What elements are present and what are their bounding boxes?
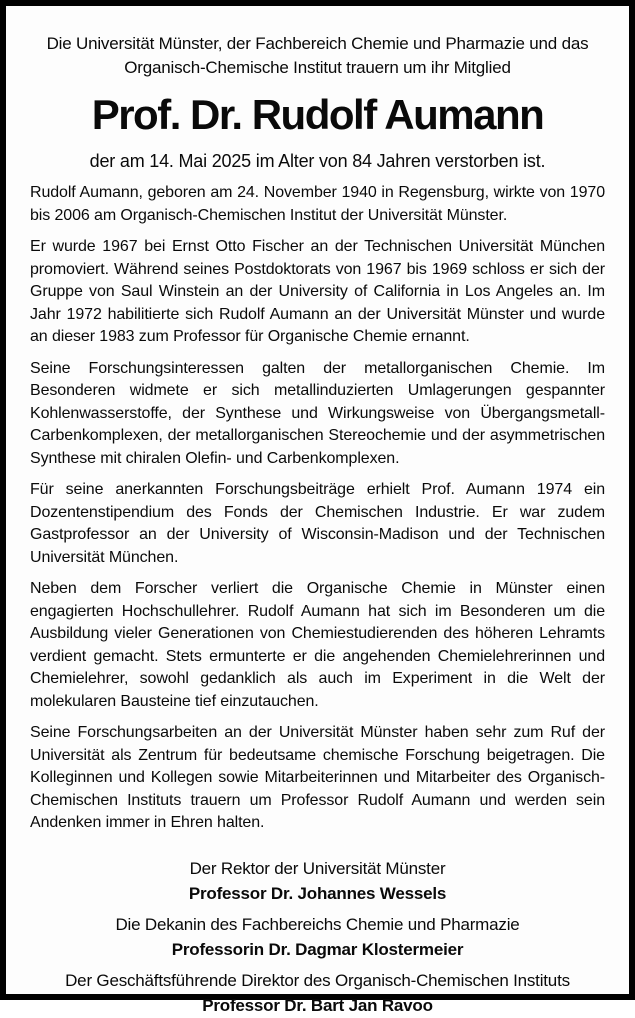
page-title: Prof. Dr. Rudolf Aumann xyxy=(91,91,544,138)
signature-role: Der Rektor der Universität Münster xyxy=(189,858,446,878)
signatures-section xyxy=(30,857,605,1018)
intro-text: Die Universität Münster, der Fachbereich Chemie und Pharmazie und das Organisch-Chemische Institut trauern um ihr Mitglied xyxy=(46,34,589,77)
obituary-paragraph-teaching: Neben dem Forscher verliert die Organische Chemie in Münster einen engagierten Hochschullehrer. Rudolf Aumann hat sich im Besonderen um die Ausbildung vieler Generationen von Chemiestudierenden des höheren Lehramts verdient gemacht. Stets ermunterte er die angehenden Chemielehrerinnen und Chemielehrer, sowohl gedanklich als auch im Experiment in die Welt der molekularen Bausteine tief einzutauchen. xyxy=(30,580,605,710)
obituary-paragraph-research-interests: Seine Forschungsinteressen galten der metallorganischen Chemie. Im Besonderen widmete er sich metallinduzierten Umlagerungen gespannter Kohlenwasserstoffe, der Synthese und Wirkungsweise von Übergangsmetall-Carbenkomplexen, der metallorganischen Stereochemie und der asymmetrischen Synthese mit chiralen Olefin- und Carbenkomplexen. xyxy=(30,359,605,467)
obituary-paragraph-career: Er wurde 1967 bei Ernst Otto Fischer an der Technischen Universität München promoviert. Während seines Postdoktorats von 1967 bis 1969 schloss er sich der Gruppe von Saul Winstein an der University of California in Los Angeles an. Im Jahr 1972 habilitierte sich Rudolf Aumann an der Universität Münster und wurde an dieser 1983 zum Professor für Organische Chemie ernannt. xyxy=(30,238,605,345)
signature-role: Der Geschäftsführende Direktor des Organisch-Chemischen Instituts xyxy=(65,970,570,990)
signature-name: Professor Dr. Johannes Wessels xyxy=(188,883,447,903)
signature-name: Professorin Dr. Dagmar Klostermeier xyxy=(171,939,464,959)
obituary-paragraph-biography: Rudolf Aumann, geboren am 24. November 1940 in Regensburg, wirkte von 1970 bis 2006 am Organisch-Chemischen Institut der Universität Münster. xyxy=(30,184,605,224)
obituary-paragraph-legacy: Seine Forschungsarbeiten an der Universität Münster haben sehr zum Ruf der Universität als Zentrum für bedeutsame chemische Forschung beigetragen. Die Kolleginnen und Kollegen sowie Mitarbeiterinnen und Mitarbeiter des Organisch-Chemischen Instituts trauern um Professor Rudolf Aumann und werden sein Andenken immer in Ehren halten. xyxy=(30,724,605,831)
death-date-line: der am 14. Mai 2025 im Alter von 84 Jahren verstorben ist. xyxy=(89,151,546,171)
signature-direktor xyxy=(30,969,605,1018)
signature-name: Professor Dr. Bart Jan Ravoo xyxy=(202,995,433,1015)
obituary-paragraph-awards: Für seine anerkannten Forschungsbeiträge erhielt Prof. Aumann 1974 ein Dozentenstipendium des Fonds der Chemischen Industrie. Er war zudem Gastprofessor an der University of Wisconsin-Madison und der Technischen Universität München. xyxy=(30,481,605,566)
signature-rektor xyxy=(30,857,605,906)
signature-dekanin xyxy=(30,913,605,962)
signature-role: Die Dekanin des Fachbereichs Chemie und Pharmazie xyxy=(115,914,520,934)
